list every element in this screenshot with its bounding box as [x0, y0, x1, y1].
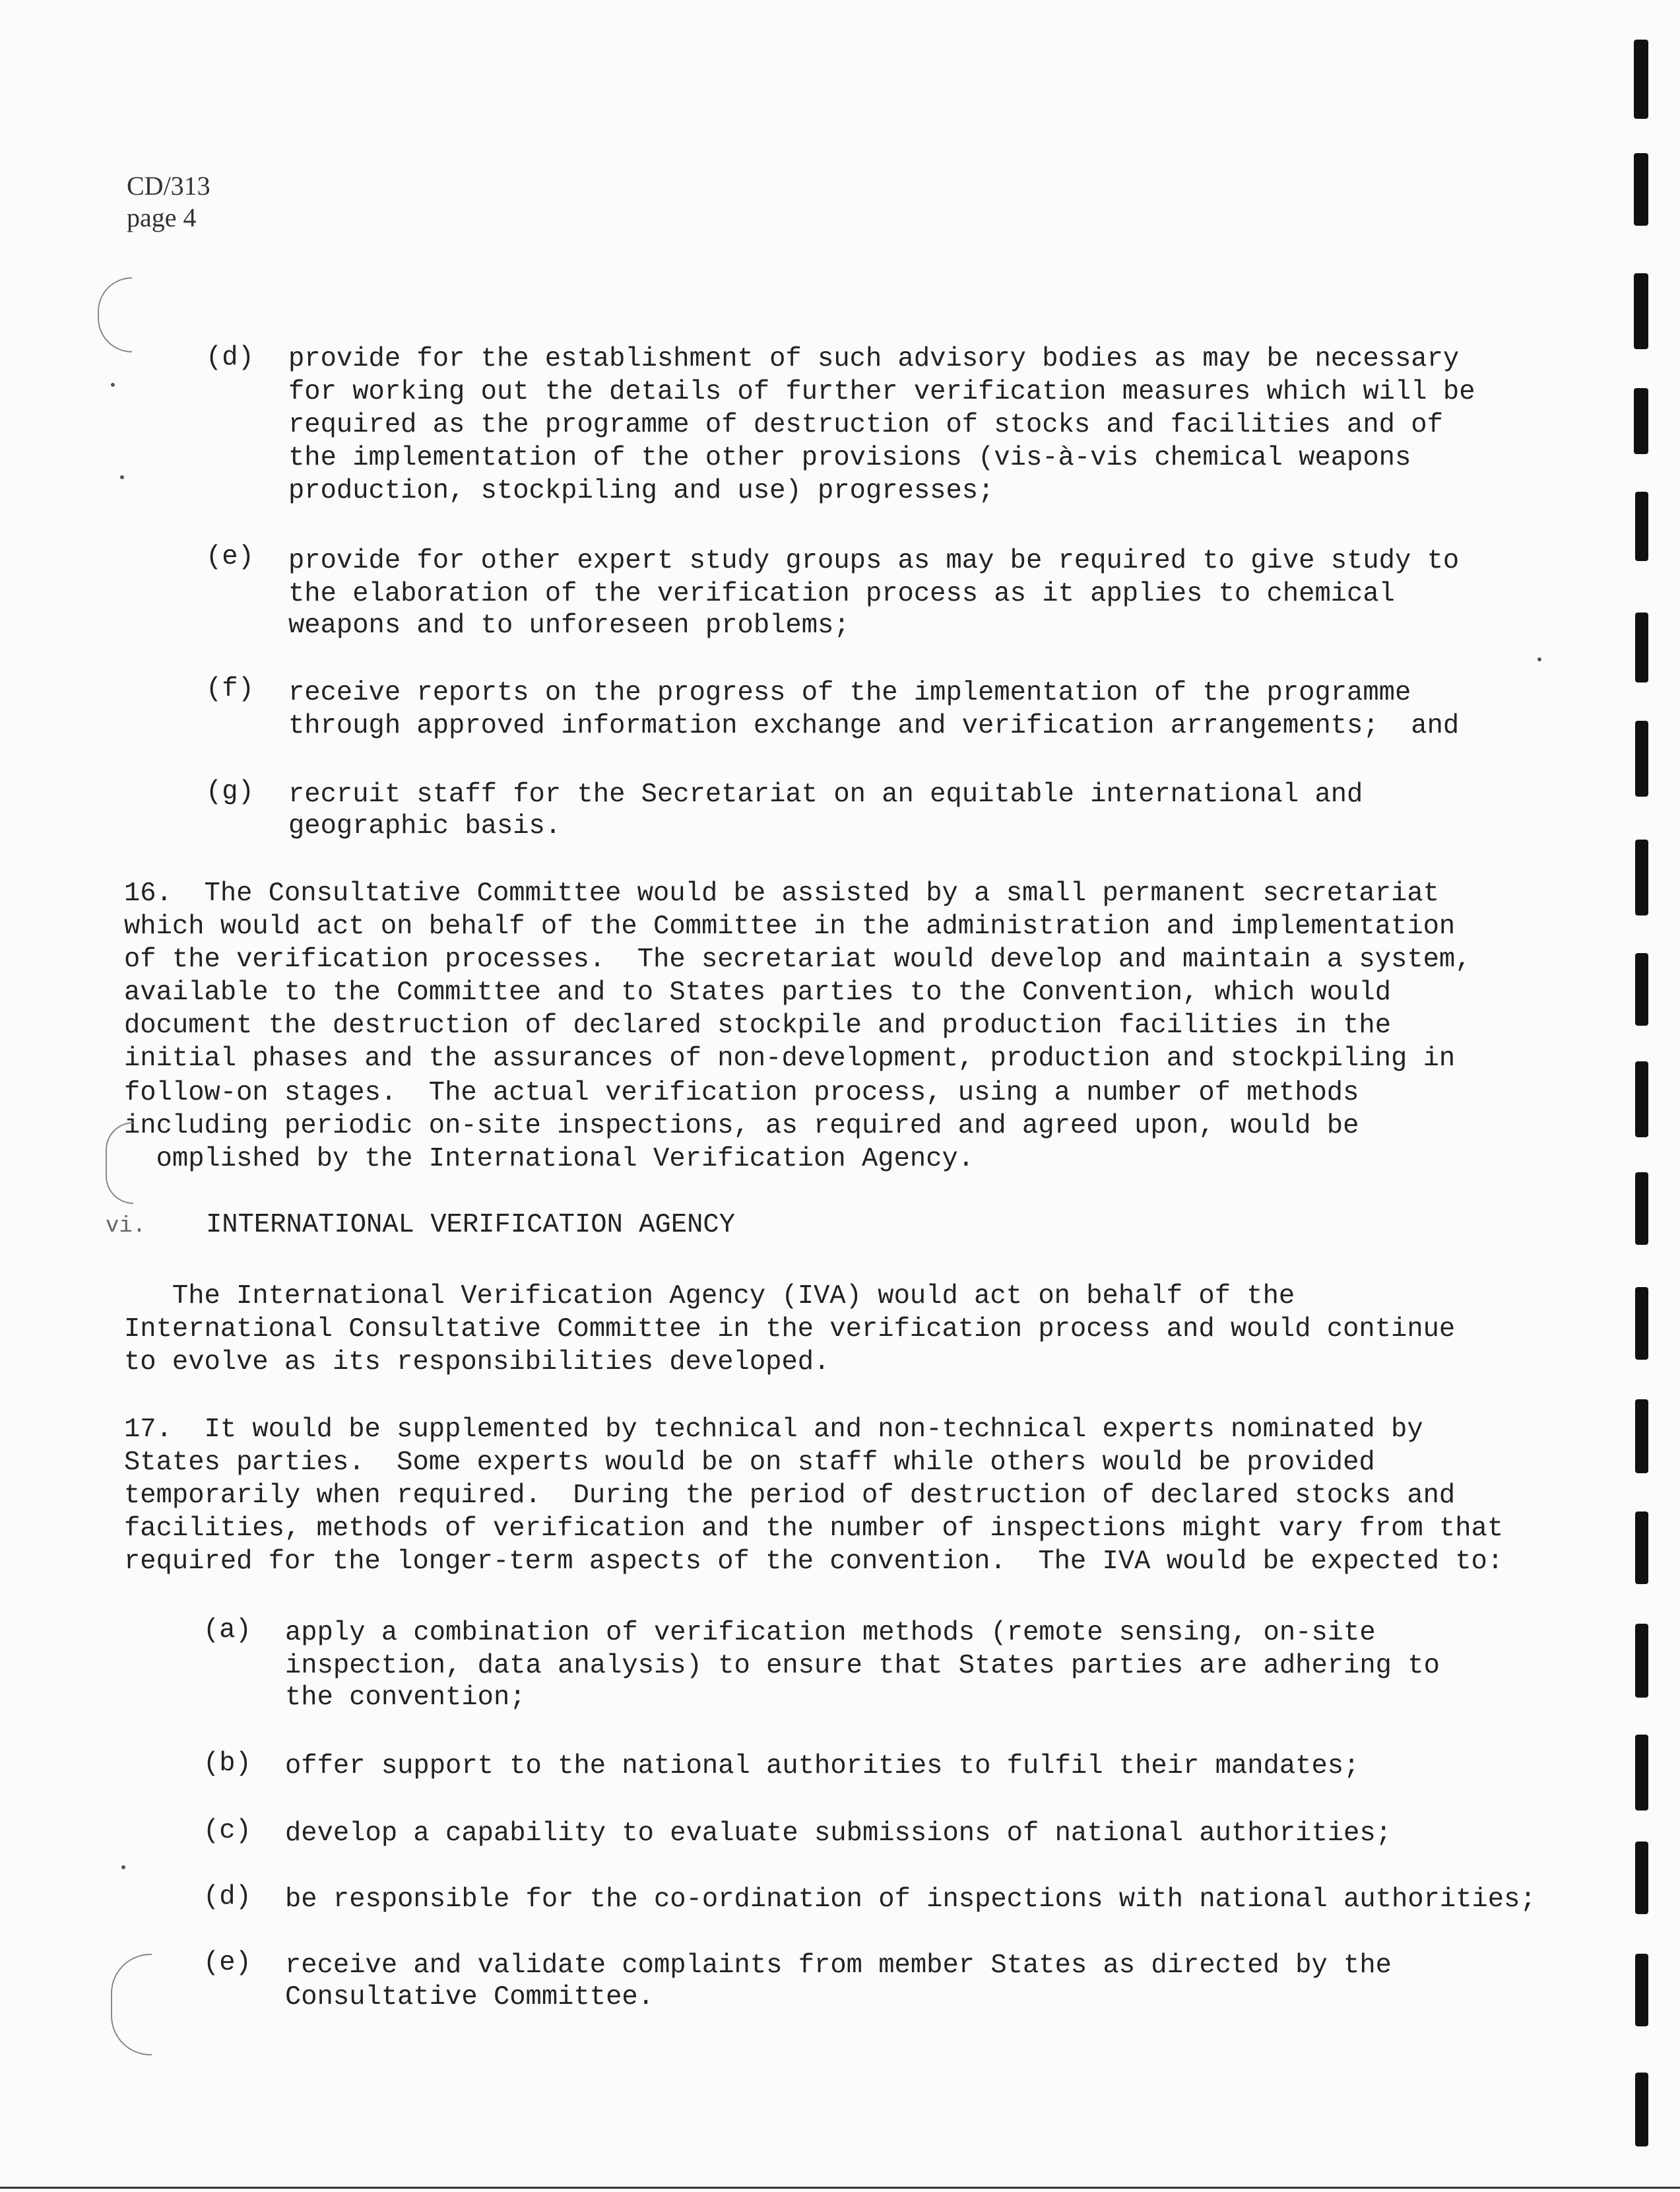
binding-mark: [1635, 1511, 1648, 1584]
page-number: page 4: [127, 203, 197, 232]
list-item-label: (d): [206, 343, 254, 373]
list-item-line: receive reports on the progress of the implementation of the programme: [288, 678, 1411, 708]
binding-mark: [1635, 1399, 1648, 1473]
list-item-line: be responsible for the co-ordination of inspections with national authorities;: [285, 1884, 1536, 1915]
punch-hole-shadow: [98, 277, 132, 352]
binding-mark: [1635, 721, 1648, 797]
paragraph-line: States parties. Some experts would be on staff while others would be provided: [124, 1447, 1375, 1478]
paragraph-line: 16. The Consultative Committee would be assisted by a small permanent secretariat: [124, 879, 1439, 909]
scan-speck: [1537, 657, 1541, 661]
list-item-line: weapons and to unforeseen problems;: [288, 611, 850, 641]
paragraph-line: available to the Committee and to States parties to the Convention, which would: [124, 978, 1392, 1008]
list-item-label: (a): [203, 1615, 251, 1645]
list-item-line: the convention;: [285, 1682, 526, 1713]
document-id: CD/313: [127, 171, 210, 201]
list-item-label: (f): [206, 674, 254, 704]
binding-mark: [1635, 492, 1648, 561]
list-item-line: geographic basis.: [288, 811, 562, 842]
list-item-line: inspection, data analysis) to ensure that States parties are adhering to: [285, 1651, 1440, 1681]
binding-mark: [1635, 2073, 1648, 2146]
scan-bottom-edge: [0, 2187, 1680, 2189]
list-item-line: recruit staff for the Secretariat on an equitable international and: [288, 780, 1363, 810]
paragraph-line: facilities, methods of verification and the number of inspections might vary from that: [124, 1513, 1504, 1544]
binding-mark: [1635, 953, 1648, 1026]
list-item-label: (d): [203, 1882, 251, 1912]
list-item-line: the implementation of the other provisions (vis-à-vis chemical weapons: [288, 443, 1411, 473]
binding-mark: [1635, 613, 1648, 682]
binding-mark: [1634, 273, 1648, 349]
list-item-line: receive and validate complaints from member States as directed by the: [285, 1950, 1392, 1981]
list-item-line: required as the programme of destruction of stocks and facilities and of: [288, 410, 1443, 440]
list-item-label: (e): [206, 542, 254, 572]
list-item-line: for working out the details of further verification measures which will be: [288, 377, 1475, 407]
list-item-label: (c): [203, 1816, 251, 1846]
binding-mark: [1635, 1061, 1648, 1137]
list-item-label: (b): [203, 1748, 251, 1779]
paragraph-line: document the destruction of declared stockpile and production facilities in the: [124, 1011, 1392, 1041]
paragraph-line: 17. It would be supplemented by technical and non-technical experts nominated by: [124, 1414, 1423, 1445]
binding-mark: [1635, 1172, 1648, 1245]
list-item-line: production, stockpiling and use) progresses;: [288, 476, 994, 506]
binding-mark: [1635, 1624, 1648, 1698]
paragraph-line: temporarily when required. During the period of destruction of declared stocks and: [124, 1480, 1456, 1511]
scan-speck: [121, 1865, 125, 1869]
binding-mark: [1634, 388, 1648, 454]
paragraph-line: to evolve as its responsibilities developed.: [124, 1347, 830, 1378]
list-item-label: (g): [206, 777, 254, 807]
paragraph-line: which would act on behalf of the Committee in the administration and implementation: [124, 912, 1456, 942]
scan-speck: [111, 383, 115, 387]
list-item-line: the elaboration of the verification process as it applies to chemical: [288, 579, 1395, 609]
paragraph-line: International Consultative Committee in the verification process and would continue: [124, 1314, 1456, 1345]
list-item-label: (e): [203, 1948, 251, 1978]
paragraph-line: required for the longer-term aspects of the convention. The IVA would be expected to:: [124, 1546, 1504, 1577]
binding-mark: [1635, 1954, 1648, 2026]
binding-mark: [1635, 1842, 1648, 1914]
paragraph-line: of the verification processes. The secretariat would develop and maintain a system,: [124, 945, 1471, 975]
list-item-line: Consultative Committee.: [285, 1982, 654, 2012]
paragraph-line: The International Verification Agency (IVA) would act on behalf of the: [124, 1281, 1295, 1312]
paragraph-line: initial phases and the assurances of non-development, production and stockpiling in: [124, 1044, 1456, 1074]
punch-hole-shadow: [106, 1122, 133, 1204]
list-item-line: develop a capability to evaluate submissions of national authorities;: [285, 1818, 1392, 1849]
paragraph-line: omplished by the International Verification Agency.: [124, 1144, 975, 1174]
paragraph-line: follow-on stages. The actual verification process, using a number of methods: [124, 1078, 1359, 1108]
list-item-line: offer support to the national authorities to fulfil their mandates;: [285, 1751, 1360, 1781]
punch-hole-shadow: [111, 1954, 152, 2055]
binding-mark: [1634, 153, 1648, 226]
list-item-line: through approved information exchange and verification arrangements; and: [288, 711, 1460, 741]
binding-mark: [1635, 1287, 1648, 1360]
section-title: INTERNATIONAL VERIFICATION AGENCY: [206, 1210, 736, 1240]
binding-mark: [1635, 1735, 1648, 1810]
paragraph-line: including periodic on-site inspections, as required and agreed upon, would be: [124, 1111, 1359, 1141]
binding-mark: [1634, 40, 1648, 119]
list-item-line: provide for other expert study groups as may be required to give study to: [288, 546, 1460, 576]
binding-mark: [1635, 840, 1648, 915]
list-item-line: provide for the establishment of such advisory bodies as may be necessary: [288, 344, 1460, 374]
section-number: vi.: [106, 1214, 146, 1239]
scan-speck: [120, 475, 124, 479]
list-item-line: apply a combination of verification methods (remote sensing, on-site: [285, 1618, 1376, 1648]
